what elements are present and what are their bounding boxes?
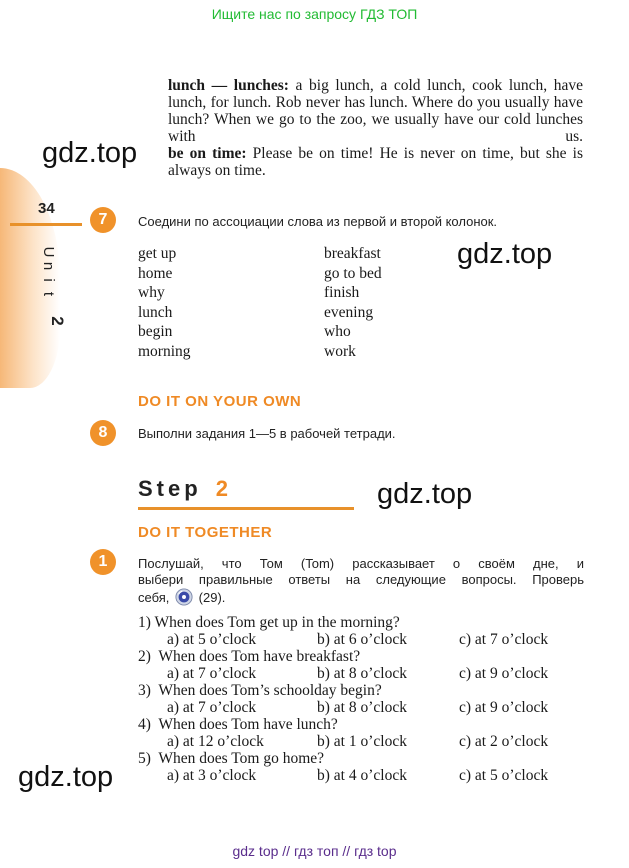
question-text: 2) When does Tom have breakfast?	[138, 648, 361, 665]
word-item: lunch	[138, 303, 173, 321]
answer-option-a: a) at 7 o’clock	[167, 699, 257, 716]
answer-option-b: b) at 6 o’clock	[317, 631, 407, 648]
word-item: finish	[324, 284, 360, 302]
question-text: 5) When does Tom go home?	[138, 750, 325, 767]
word-item: work	[324, 342, 356, 360]
exercise-number-badge: 8	[90, 420, 116, 446]
vocab-examples: Please be on time! He is never on time, but she is always on time.	[168, 145, 583, 179]
vocab-examples: a big lunch, a cold lunch, cook lunch, have lunch, for lunch. Rob never has lunch. Where do you usually have lunch? When we go to the zoo, we usually have our cold lunches with us.	[168, 77, 584, 145]
step-title	[138, 476, 232, 502]
word-item: why	[138, 284, 165, 302]
answer-option-c: c) at 9 o’clock	[459, 699, 549, 716]
exercise-number-badge: 7	[90, 207, 116, 233]
cd-disc-icon	[175, 588, 193, 606]
exercise-8-instruction: Выполни задания 1—5 в рабочей тетради.	[138, 426, 396, 441]
page-number: 34	[38, 200, 55, 217]
watermark: gdz.top	[377, 478, 473, 510]
vocabulary-block	[168, 77, 583, 179]
unit-number	[38, 307, 67, 335]
answer-option-a: a) at 3 o’clock	[167, 767, 257, 784]
question-text: 1) When does Tom get up in the morning?	[138, 614, 400, 631]
word-item: home	[138, 264, 173, 282]
word-item: evening	[324, 303, 374, 321]
answer-option-b: b) at 8 o’clock	[317, 665, 407, 682]
vocab-entry-on-time	[168, 145, 583, 179]
watermark: gdz.top	[42, 137, 138, 169]
top-banner[interactable]: Ищите нас по запросу ГДЗ ТОП	[211, 6, 418, 22]
exercise-1-instruction-line: Послушай, что Том (Tom) рассказывает о своём дне, и	[138, 556, 584, 571]
step-label: Step	[138, 476, 202, 501]
question-text: 3) When does Tom’s schoolday begin?	[138, 682, 382, 699]
word-item: breakfast	[324, 245, 381, 262]
svg-text:2: 2	[48, 316, 67, 326]
answer-option-b: b) at 1 o’clock	[317, 733, 407, 750]
exercise-7-instruction: Соедини по ассоциации слова из первой и второй колонок.	[138, 214, 498, 229]
answer-option-a: a) at 5 o’clock	[167, 631, 257, 648]
answer-option-a: a) at 12 o’clock	[167, 733, 264, 750]
vocab-entry-lunch	[168, 77, 583, 145]
watermark: gdz.top	[457, 238, 553, 270]
answer-option-b: b) at 4 o’clock	[317, 767, 407, 784]
word-item: morning	[138, 342, 191, 360]
instruction-text: себя,	[138, 590, 170, 605]
answer-option-b: b) at 8 o’clock	[317, 699, 407, 716]
word-item: get up	[138, 245, 177, 262]
unit-label-text: U n i t	[40, 246, 57, 297]
exercise-number-badge: 1	[90, 549, 116, 575]
answer-option-c: c) at 2 o’clock	[459, 733, 549, 750]
word-column-right	[324, 244, 382, 362]
answer-option-c: c) at 9 o’clock	[459, 665, 549, 682]
page-number-rule	[10, 223, 82, 226]
word-item: who	[324, 323, 351, 341]
section-heading-own: DO IT ON YOUR OWN	[138, 393, 302, 410]
answer-option-c: c) at 5 o’clock	[459, 767, 549, 784]
word-column-left	[138, 244, 191, 362]
vocab-headword: be on time:	[168, 145, 247, 162]
word-item: go to bed	[324, 264, 382, 282]
unit-label	[39, 245, 57, 301]
step-underline	[138, 507, 354, 510]
answer-option-c: c) at 7 o’clock	[459, 631, 549, 648]
vocab-headword: lunch — lunches:	[168, 77, 289, 94]
watermark: gdz.top	[18, 761, 114, 793]
footer-links[interactable]: gdz top // гдз топ // гдз top	[232, 843, 397, 859]
answer-option-a: a) at 7 o’clock	[167, 665, 257, 682]
exercise-1-instruction-line: выбери правильные ответы на следующие вопросы. Проверь	[138, 572, 584, 587]
step-number: 2	[215, 476, 232, 501]
word-item: begin	[138, 323, 173, 341]
audio-track-ref: (29).	[198, 590, 226, 605]
question-text: 4) When does Tom have lunch?	[138, 716, 338, 733]
section-heading-together: DO IT TOGETHER	[138, 524, 273, 541]
exercise-1-instruction-line	[138, 588, 438, 606]
